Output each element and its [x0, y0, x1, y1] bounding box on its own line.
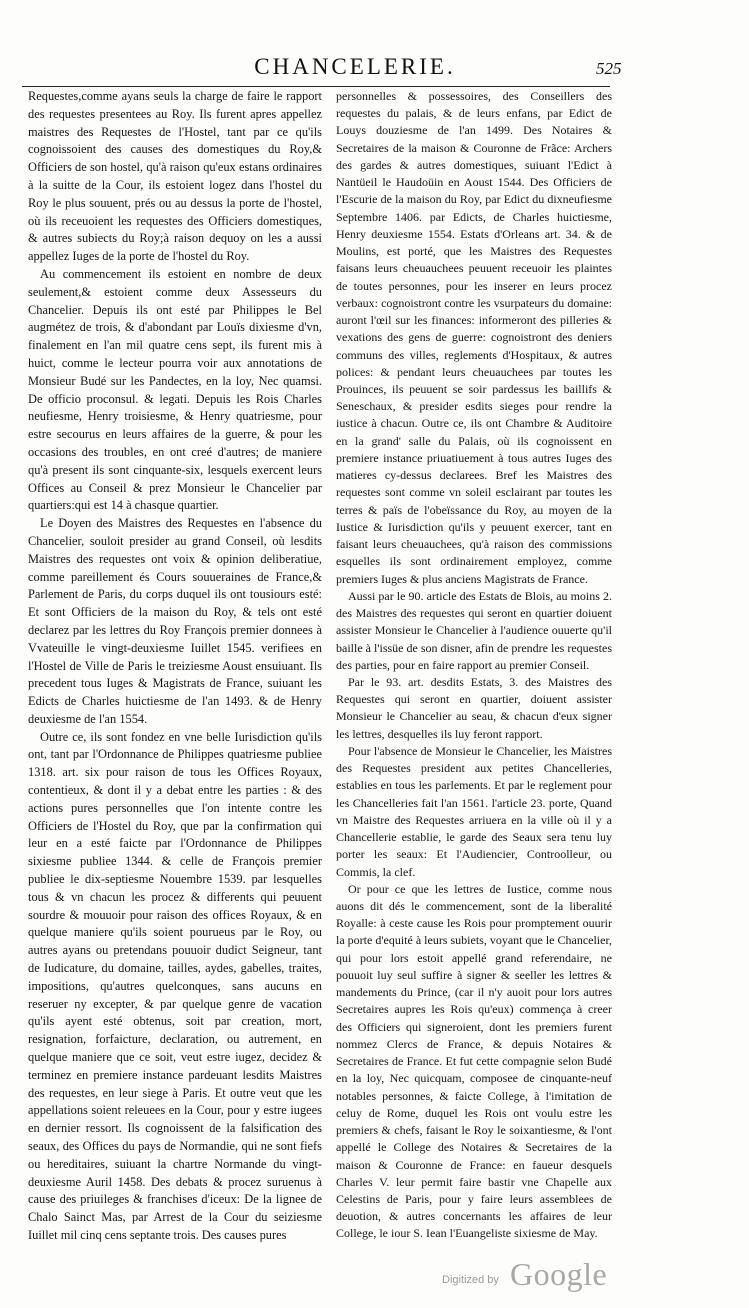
left-column — [28, 88, 322, 1245]
digitization-watermark — [442, 1256, 622, 1294]
google-logo: Google — [510, 1256, 608, 1292]
page-number: 525 — [596, 59, 622, 78]
paragraph: Le Doyen des Maistres des Requestes en l'absence du Chancelier, souloit presider au grand Conseil, où lesdits Maistres des requestes ont voix & opinion deliberatiue, comme pareillement és Cours souueraines de France,& Parlement de Paris, du corps duquel ils ont tousiours esté: Et sont Officiers de la maison du Roy, & tels ont esté declarez par les lettres du Roy François premier donnees à Vvateuille le vingt-deuxiesme Iuillet 1545. verifiees en l'Hostel de Ville de Paris le treiziesme Aoust ensuiuant. Ils precedent tous Iuges & Magistrats de France, suiuant les Edicts de Charles huictiesme de l'an 1493. & de Henry deuxiesme de l'an 1554. — [28, 516, 322, 726]
right-column — [336, 88, 612, 1243]
page-header — [0, 48, 749, 88]
paragraph: Outre ce, ils sont fondez en vne belle Iurisdiction qu'ils ont, tant par l'Ordonnance de Philippes quatriesme publiee 1318. art. six pour raison de tous les Offices Royaux, contentieux, & dont il y a debat entre les parties : & des actions pures personnelles que l'on intente contre les Officiers de l'Hostel du Roy, que par la confirmation qui leur en a esté faicte par l'Ordonnance de Philippes sixiesme publiee 1344. & celle de François premier publiee le dix-septiesme Nouembre 1539. par lesquelles tous & vn chacun les procez & differents qui peuuent sourdre & mouuoir pour raison des offices Royaux, & en quelque maniere qu'ils soient pourueus par le Roy, ou autres ayans ou pretendans pouuoir dudict Seigneur, tant de Iudicature, du domaine, tailles, aydes, gabelles, traites, impositions, qu'autres quelconques, sans aucuns en reseruer ny excepter, & par quelque genre de vacation qu'ils ayent esté obtenus, soit par creation, mort, resignation, forfaicture, declaration, ou autrement, en quelque maniere que ce soit, veut estre iugez, decidez & terminez en premiere instance pardeuant lesdits Maistres des requestes, en leur siege à Paris. Et outre veut que les appellations soient releuees en la Cour, pour y estre iugees en dernier ressort. Ils cognoissent de la falsification des seaux, des Offices du pays de Normandie, qui ne sont fiefs ou hereditaires, suiuant la chartre Normande du vingt-deuxiesme Auril 1458. Des debats & procez suruenus à cause des priuileges & franchises d'iceux: De la lignee de Chalo Sainct Mas, par Arrest de la Cour du seiziesme Iuillet mil cinq cens septante trois. Des causes pures — [28, 729, 322, 1242]
paragraph: Or pour ce que les lettres de Iustice, comme nous auons dit dés le commencement, sont de la liberalité Royalle: à ceste cause les Rois pour promptement ouurir la porte d'equité à leurs subiets, voyant que le Chancelier, qui pour lors estoit appellé grand referendaire, ne pouuoit luy seul suffire à signer & seeller les lettres & mandements du Prince, (car il n'y auoit pour lors autres Secretaires aupres les Rois qu'eux) commença à creer des Officiers qui signeroient, dont les premiers furent nommez Clercs de France, & depuis Notaires & Secretaires de France. Et fut cette compagnie selon Budé en la loy, Nec quicquam, composee de cinquante-neuf notables personnes, & faicte College, à l'imitation de celuy de Rome, duquel les Rois ont voulu estre les premiers & chefs, faisant le Roy le soixantiesme, & l'ont appellé le College des Notaires & Secretaires de la maison & Couronne de France: en faueur desquels Charles V. leur permit faire bastir vne Chapelle aux Celestins de Paris, pour y faire leurs assemblees de deuotion, & autres concernants les affaires de leur College, le iour S. Iean l'Euangeliste sixiesme de May. — [336, 881, 612, 1241]
paragraph: personnelles & possessoires, des Conseillers des requestes du palais, & de leurs enfans, par Edict de Louys douziesme de l'an 1499. Des Notaires & Secretaires de la maison & Couronne de Frãce: Archers des gardes & autres domestiques, suiuant l'Edict à Nantüeil le Haudoüin en Aoust 1544. Des Officiers de l'Escurie de la maison du Roy, par Edict du dixneufiesme Septembre 1406. par Edicts, de Charles huictiesme, Henry deuxiesme 1554. Estats d'Orleans art. 34. & de Moulins, est porté, que les Maistres des Requestes faisans leurs cheuauchees peuuent receuoir les plaintes de toutes personnes, pour les inserer en leurs procez verbaux: cognoistront contre les vsurpateurs du domaine: auront l'œil sur les finances: informeront des pilleries & vexations des gens de guerre: cognoistront des deniers communs des villes, reglements d'Hospitaux, & autres polices: & pendant leurs cheuauchees par toutes les Prouinces, ils peuuent se soir pardessus les baillifs & Seneschaux, & presider esdits sieges pour rendre la iustice à chacun. Outre ce, ils ont Chambre & Auditoire en la grand' salle du Palais, où ils cognoissent en premiere instance priuatiuement à tous autres Iuges des matieres cy-dessus declarees. Bref les Maistres des requestes sont comme vn soleil esclairant par toutes les terres & païs de l'obeïssance du Roy, au moyen de la Iustice & Iurisdiction qu'ils y peuuent exercer, tant en faisant leurs cheuauchees, qu'à raison des commissions esquelles ils sont ordinairement employez, comme premiers Iuges & plus anciens Magistrats de France. — [336, 89, 612, 586]
running-title: CHANCELERIE. — [254, 54, 456, 79]
paragraph: Par le 93. art. desdits Estats, 3. des Maistres des Requestes qui seront en quartier, doiuent assister Monsieur le Chancelier au seau, & chacun d'eux signer les lettres, desquelles ils luy feront rapport. — [336, 674, 612, 741]
paragraph: Aussi par le 90. article des Estats de Blois, au moins 2. des Maistres des requestes qui seront en quartier doiuent assister Monsieur le Chancelier à l'audience ouuerte qu'il baille à l'issüe de son disner, afin de prendre les requestes des parties, pour en faire rapport au premier Conseil. — [336, 588, 612, 672]
paragraph: Au commencement ils estoient en nombre de deux seulement,& estoient comme deux Assesseurs du Chancelier. Depuis ils ont esté par Philippes le Bel augmétez de trois, & d'abondant par Louïs dixiesme d'vn, finalement en l'an mil quatre cens sept, ils furent mis à huict, comme le lecteur pourra voir aux annotations de Monsieur Budé sur les Pandectes, en la loy, Nec quamsi. De officio proconsul. & legati. Depuis les Rois Charles neufiesme, Henry troisiesme, & Henry quatriesme, pour estre secourus en leurs affaires de la guerre, & pour les occasions des troubles, en ont creé d'autres; de maniere qu'à present ils sont cinquante-six, lesquels exercent leurs Offices au Conseil & prez Monsieur le Chancelier par quartiers:qui est 14 à chasque quartier. — [28, 266, 322, 513]
paragraph: Pour l'absence de Monsieur le Chancelier, les Maistres des Requestes president aux petites Chancelleries, establies en tous les parlements. Et par le reglement pour les Chancelleries fait l'an 1561. l'article 23. porte, Quand vn Maistre des Requestes arriuera en la ville où il y a Chancellerie establie, le garde des Seaux sera tenu luy porter les seaux: Et l'Audiencier, Controolleur, ou Commis, la clef. — [336, 743, 612, 879]
digitized-by-label: Digitized by — [442, 1274, 499, 1286]
header-rule — [22, 86, 610, 87]
paragraph: Requestes,comme ayans seuls la charge de faire le rapport des requestes presentees au Roy. Ils furent apres appellez maistres des Requestes de l'Hostel, tant par ce qu'ils cognoissoient des causes des domestiques du Roy,& Officiers de son hostel, qu'à raison qu'eux estans ordinaires à la suitte de la Cour, ils estoient logez dans l'hostel du Roy le plus souuent, prés ou au dessus la porte de l'hostel, où ils receuoient les requestes des Officiers domestiques, & autres subiects du Roy;à raison dequoy on les a aussi appellez Iuges de la porte de l'hostel du Roy. — [28, 89, 322, 264]
